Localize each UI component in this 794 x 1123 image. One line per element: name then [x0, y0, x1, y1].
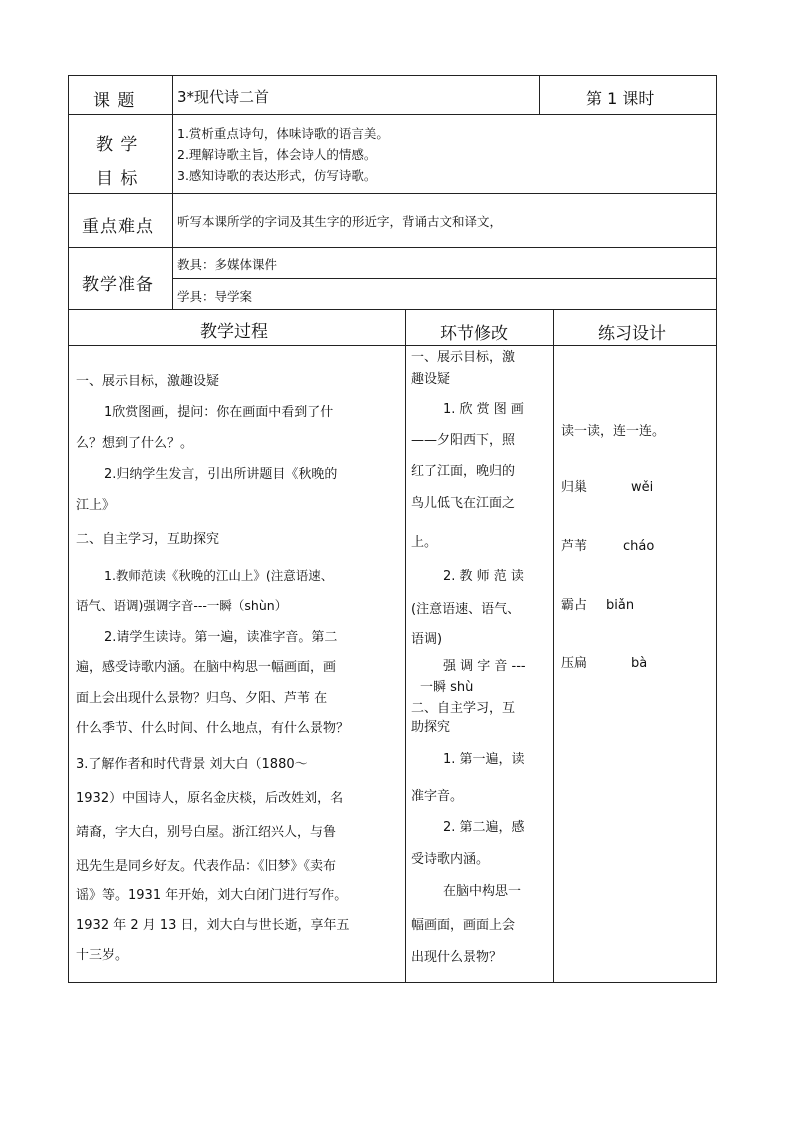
- student-tools: 学具：导学案: [177, 289, 253, 304]
- column-process: 教学过程: [200, 322, 268, 342]
- objectives-label-2: 目 标: [96, 169, 139, 189]
- process-line: 迅先生是同乡好友。代表作品：《旧梦》《卖布: [76, 859, 337, 874]
- key-points-value: 听写本课所学的字词及其生字的形近字，背诵古文和译文，: [177, 214, 503, 229]
- topic-value: 3*现代诗二首: [177, 88, 270, 106]
- period-label: 第 1 课时: [586, 89, 655, 108]
- process-line: 2.请学生读诗。第一遍，读准字音。第二: [104, 630, 338, 645]
- revision-line: 幅画面，画面上会: [411, 918, 516, 933]
- process-section-2-title: 二、自主学习，互助探究: [76, 532, 220, 547]
- exercise-pinyin: bà: [631, 656, 648, 671]
- revision-line: 趣设疑: [411, 372, 451, 387]
- revision-line: 准字音。: [411, 789, 464, 804]
- exercise-pinyin: cháo: [623, 539, 655, 554]
- column-revision: 环节修改: [440, 324, 508, 344]
- revision-line: 上。: [411, 535, 438, 550]
- exercise-word: 压扁: [561, 656, 588, 671]
- revision-line: 二、自主学习，互: [411, 701, 516, 716]
- process-line: 2.归纳学生发言，引出所讲题目《秋晚的: [104, 467, 338, 482]
- revision-line: 鸟儿低飞在江面之: [411, 496, 516, 511]
- revision-line: 强 调 字 音 ---: [443, 659, 526, 674]
- objectives-label-1: 教 学: [96, 135, 139, 155]
- process-line: 3.了解作者和时代背景 刘大白（1880～: [76, 757, 308, 772]
- process-line: 谣》等。1931 年开始，刘大白闭门进行写作。: [76, 888, 348, 903]
- exercise-word: 芦苇: [561, 539, 588, 554]
- revision-line: 2. 教 师 范 读: [443, 569, 524, 584]
- process-line: 1欣赏图画，提问：你在画面中看到了什: [104, 405, 334, 420]
- exercise-word: 归巢: [561, 480, 588, 495]
- process-line: 江上》: [76, 498, 116, 513]
- exercise-pinyin: wěi: [631, 480, 654, 495]
- revision-line: 红了江面，晚归的: [411, 464, 516, 479]
- exercise-instruction: 读一读，连一连。: [561, 424, 666, 439]
- revision-line: (注意语速、语气、: [411, 602, 521, 617]
- objective-item: 1.赏析重点诗句，体味诗歌的语言美。: [177, 126, 389, 141]
- revision-line: 一、展示目标，激: [411, 350, 516, 365]
- process-line: 1932 年 2 月 13 日，刘大白与世长逝，享年五: [76, 918, 350, 933]
- process-line: 语气、语调)强调字音---一瞬（shùn）: [76, 598, 288, 613]
- topic-label: 课 题: [93, 91, 136, 111]
- revision-line: 1. 欣 赏 图 画: [443, 402, 524, 417]
- revision-line: 语调): [411, 632, 443, 647]
- process-line: 什么季节、什么时间、什么地点，有什么景物？: [76, 721, 350, 736]
- exercise-word: 霸占: [561, 598, 588, 613]
- process-line: 面上会出现什么景物？归鸟、夕阳、芦苇 在: [76, 691, 328, 706]
- revision-line: 在脑中构思一: [443, 884, 522, 899]
- objective-item: 2.理解诗歌主旨，体会诗人的情感。: [177, 147, 377, 162]
- revision-line: 助探究: [411, 720, 451, 735]
- revision-line: 一瞬 shù: [420, 680, 474, 695]
- process-line: 1.教师范读《秋晚的江山上》(注意语速、: [104, 568, 334, 583]
- column-exercise: 练习设计: [598, 324, 666, 344]
- process-section-1-title: 一、展示目标，激趣设疑: [76, 374, 220, 389]
- process-line: 么？想到了什么？。: [76, 436, 194, 451]
- revision-line: 2. 第二遍，感: [443, 820, 525, 835]
- preparation-label: 教学准备: [82, 275, 154, 295]
- process-line: 靖裔，字大白，别号白屋。浙江绍兴人，与鲁: [76, 825, 337, 840]
- revision-line: 出现什么景物？: [411, 950, 503, 965]
- process-line: 1932）中国诗人，原名金庆棪，后改姓刘，名: [76, 791, 344, 806]
- objective-item: 3.感知诗歌的表达形式，仿写诗歌。: [177, 168, 377, 183]
- revision-line: ——夕阳西下，照: [411, 433, 516, 448]
- key-points-label: 重点难点: [82, 217, 154, 237]
- process-line: 十三岁。: [76, 948, 129, 963]
- exercise-pinyin: biǎn: [606, 598, 635, 613]
- process-line: 遍，感受诗歌内涵。在脑中构思一幅画面，画: [76, 660, 337, 675]
- revision-line: 1. 第一遍，读: [443, 752, 525, 767]
- revision-line: 受诗歌内涵。: [411, 852, 490, 867]
- teacher-tools: 教具：多媒体课件: [177, 257, 278, 272]
